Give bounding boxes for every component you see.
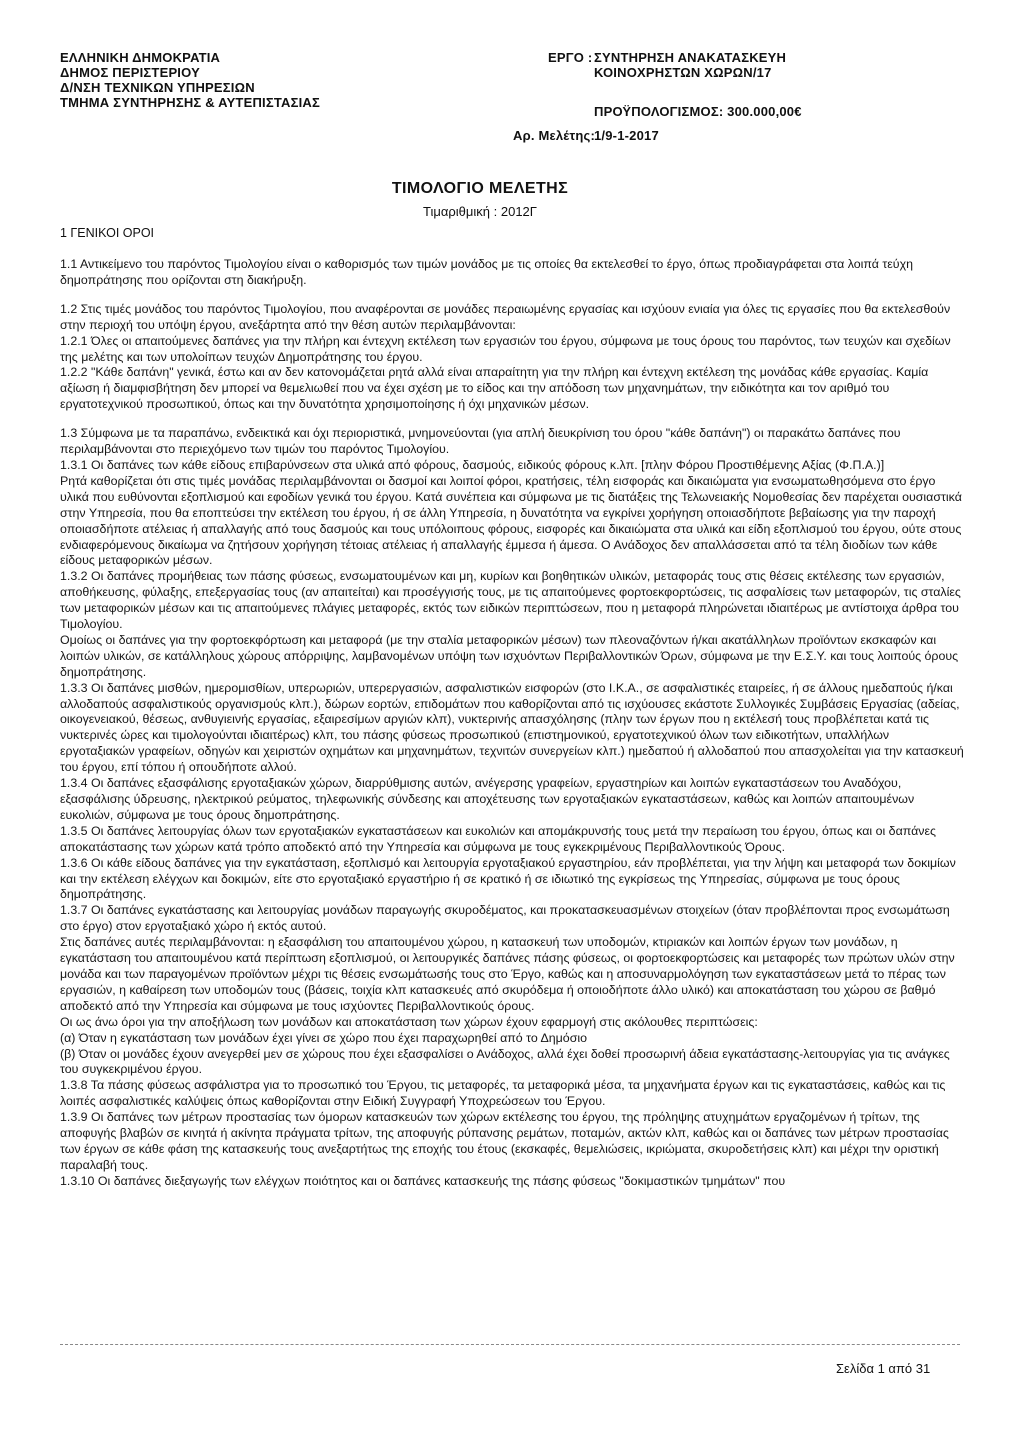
paragraph-spacer	[60, 289, 965, 302]
paragraph-case-a: (α) Όταν η εγκατάσταση των μονάδων έχει γίνει σε χώρο που έχει παραχωρηθεί από το Δημόσιο	[60, 1030, 587, 1045]
paragraph-1-3-2: 1.3.2 Οι δαπάνες προμήθειας των πάσης φύσεως, ενσωματουμένων και μη, κυρίων και βοηθητικών υλικών, μεταφοράς τους στις θέσεις εκτέλεσης των εργασιών, αποθήκευσης, φύλαξης, επεξεργασίας τους (αν απαιτείται) και προσέγγισής τους, με τις απαιτούμενες φορτοεκφορτώσεις, τις ασφαλίσεις των μεταφορών, τις σταλίες των μεταφορικών μέσων και τις απαιτούμενες πλάγιες μεταφορές, εκτός των ειδικών περιπτώσεων, που η μεταφορά πληρώνεται ιδιαιτέρως με αντίστοιχα άρθρα του Τιμολογίου.	[60, 569, 961, 632]
paragraph-1-3-9: 1.3.9 Οι δαπάνες των μέτρων προστασίας των όμορων κατασκευών των χώρων εκτέλεσης του έργου, της πρόληψης ατυχημάτων εργαζομένων ή τρίτων, της αποφυγής βλαβών σε κινητά ή ακίνητα πράγματα τρίτων, της αποφυγής ρύπανσης ρεμάτων, ποταμών, ακτών κλπ, καθώς και οι δαπάνες των μέτρων προστασίας των έργων σε κάθε φάση της κατασκευής τους ανεξαρτήτως της εποχής του έτους (εκσκαφές, θεμελιώσεις, ικριώματα, σκυροδετήσεις κλπ) και μέχρι την οριστική παραλαβή τους.	[60, 1110, 949, 1172]
paragraph-1-3-2-cont: Ομοίως οι δαπάνες για την φορτοεκφόρτωση και μεταφορά (με την σταλία μεταφορικών μέσων) των πλεοναζόντων ή/και ακατάλληλων προϊόντων εκσκαφών και λοιπών υλικών, σε κατάλληλους χώρους απόρριψης, λαμβανομένων υπόψη των ισχυόντων Περιβαλλοντικών Όρων, σύμφωνα με την Ε.Σ.Υ. και τους λοιπούς όρους δημοπράτησης.	[60, 632, 959, 679]
paragraph-1-3-4: 1.3.4 Οι δαπάνες εξασφάλισης εργοταξιακών χώρων, διαρρύθμισης αυτών, ανέγερσης γραφείων, εργαστηρίων και λοιπών εγκαταστάσεων του Αναδόχου, εξασφάλισης ύδρευσης, ηλεκτρικού ρεύματος, τηλεφωνικής σύνδεσης και αποχέτευσης των εργοταξιακών εγκαταστάσεων, καθώς και λοιπών απαιτουμένων ευκολιών, σύμφωνα με τους όρους δημοπράτησης.	[60, 776, 915, 822]
paragraph-1-2-1: 1.2.1 Όλες οι απαιτούμενες δαπάνες για την πλήρη και έντεχνη εκτέλεση των εργασιών του έργου, σύμφωνα με τους όρους του παρόντος, των τευχών και σχεδίων της μελέτης και των υπολοίπων τευχών Δημοπράτησης του έργου.	[60, 333, 951, 364]
paragraph-1-2-2: 1.2.2 "Κάθε δαπάνη" γενικά, έστω και αν δεν κατονομάζεται ρητά αλλά είναι απαραίτητη για την πλήρη και έντεχνη εκτέλεση της μονάδας κάθε εργασίας. Καμία αξίωση ή διαμφισβήτηση δεν μπορεί να θεμελιωθεί που να έχει σχέση με το είδος και την απόδοση των μηχανημάτων, την ειδικότητα και τον αριθμό του εργατοτεχνικού προσωπικού, όπως και την δυνατότητα χρησιμοποίησης ή όχι μηχανικών μέσων.	[60, 365, 929, 412]
paragraph-1-3-8: 1.3.8 Τα πάσης φύσεως ασφάλιστρα για το προσωπικό του Έργου, τις μεταφορές, τα μεταφορικά μέσα, τα μηχανήματα έργων και τις εγκαταστάσεις, καθώς και τις λοιπές ασφαλιστικές καλύψεις όπως καθορίζονται στην Ειδική Συγγραφή Υποχρεώσεων του Έργου.	[60, 1078, 946, 1109]
header-line-municipality: ΔΗΜΟΣ ΠΕΡΙΣΤΕΡΙΟΥ	[60, 65, 200, 80]
project-label: ΕΡΓΟ :	[548, 50, 593, 65]
paragraph-1-1: 1.1 Αντικείμενο του παρόντος Τιμολογίου είναι ο καθορισμός των τιμών μονάδος με τις οποίες θα εκτελεσθεί το έργο, όπως προδιαγράφεται στα λοιπά τεύχη δημοπράτησης που ορίζονται στη διακήρυξη.	[60, 257, 913, 287]
paragraph-spacer	[60, 413, 965, 426]
header-line-directorate: Δ/ΝΣΗ ΤΕΧΝΙΚΩΝ ΥΠΗΡΕΣΙΩΝ	[60, 80, 255, 95]
paragraph-1-3-5: 1.3.5 Οι δαπάνες λειτουργίας όλων των εργοταξιακών εγκαταστάσεων και ευκολιών και απομάκρυνσής τους μετά την περαίωση του έργου, όπως και οι δαπάνες αποκατάστασης των χώρων κατά τρόπο αποδεκτό από την Υπηρεσία και σύμφωνα με τους εγκεκριμένους Περιβαλλοντικούς Όρους.	[60, 823, 936, 854]
header-line-department: ΤΜΗΜΑ ΣΥΝΤΗΡΗΣΗΣ & ΑΥΤΕΠΙΣΤΑΣΙΑΣ	[60, 95, 321, 110]
paragraph-1-3-7: 1.3.7 Οι δαπάνες εγκατάστασης και λειτουργίας μονάδων παραγωγής σκυροδέματος, και προκατασκευασμένων στοιχείων (όταν προβλέπονται προς ενσωμάτωση στο έργο) στον εργοταξιακό χώρο ή εκτός αυτού.	[60, 903, 950, 934]
paragraph-1-3: 1.3 Σύμφωνα με τα παραπάνω, ενδεικτικά και όχι περιοριστικά, μνημονεύονται (για απλή διευκρίνιση του όρου "κάθε δαπάνη") οι παρακάτω δαπάνες που περιλαμβάνονται στο περιεχόμενο των τιμών του παρόντος Τιμολογίου.	[60, 426, 901, 457]
paragraph-1-2: 1.2 Στις τιμές μονάδος του παρόντος Τιμολογίου, που αναφέρονται σε μονάδες περαιωμένης εργασίας και ισχύουν ενιαία για όλες τις εργασίες που θα εκτελεσθούν στην περιοχή του υπόψη έργου, ανεξάρτητα από την θέση αυτών περιλαμβάνονται:	[60, 301, 951, 332]
project-title-line1: ΣΥΝΤΗΡΗΣΗ ΑΝΑΚΑΤΑΣΚΕΥΗ	[594, 50, 787, 65]
paragraph-case-b: (β) Όταν οι μονάδες έχουν ανεγερθεί μεν σε χώρους που έχει εξασφαλίσει ο Ανάδοχος, αλλά έχει δοθεί προσωρινή άδεια εγκατάστασης-λειτουργίας για τις ανάγκες του συγκεκριμένου έργου.	[60, 1046, 950, 1077]
paragraph-1-3-6: 1.3.6 Οι κάθε είδους δαπάνες για την εγκατάσταση, εξοπλισμό και λειτουργία εργοταξιακού εργαστηρίου, εάν προβλέπεται, για την λήψη και μεταφορά των δοκιμίων και την εκτέλεση ελέγχων και δοκιμών, είτε στο εργοταξιακό εργαστήριο ή σε κρατικό ή σε ιδιωτικό της εγκρίσεως της Υπηρεσίας, σύμφωνα με τους όρους δημοπράτησης.	[60, 855, 956, 902]
paragraph-1-3-1: 1.3.1 Οι δαπάνες των κάθε είδους επιβαρύνσεων στα υλικά από φόρους, δασμούς, ειδικούς φόρους κ.λπ. [πλην Φόρου Προστιθέμενης Αξίας (Φ.Π.Α.)]	[60, 457, 885, 472]
study-number-label: Αρ. Μελέτης:	[513, 128, 595, 143]
paragraph-1-3-10: 1.3.10 Οι δαπάνες διεξαγωγής των ελέγχων ποιότητος και οι δαπάνες κατασκευής της πάσης φύσεως "δοκιμαστικών τμημάτων" που	[60, 1173, 786, 1188]
document-body	[60, 257, 965, 1190]
paragraph-1-3-7-cont: Στις δαπάνες αυτές περιλαμβάνονται: η εξασφάλιση του απαιτουμένου χώρου, η κατασκευή των υποδομών, κτιριακών και λοιπών έργων των μονάδων, η εγκατάσταση του απαιτουμένου κατά περίπτωση εξοπλισμού, οι λειτουργικές δαπάνες πάσης φύσεως, οι φορτοεκφορτώσεις και μεταφορές των πρώτων υλών στην μονάδα και των παραγομένων προϊόντων μέχρι τις θέσεις ενσωμάτωσής τους στο Έργο, καθώς και η αποσυναρμολόγηση των εγκαταστάσεων μετά το πέρας των εργασιών, η καθαίρεση των υποδομών τους (βάσεις, τοιχία κλπ κατασκευές από σκυρόδεμα ή οποιοδήποτε άλλο υλικό) και αποκατάσταση του χώρου σε βαθμό αποδεκτό από την Υπηρεσία και σύμφωνα με τους ισχύοντες Περιβαλλοντικούς όρους.	[60, 935, 955, 1013]
paragraph-1-3-3: 1.3.3 Οι δαπάνες μισθών, ημερομισθίων, υπερωριών, υπερεργασιών, ασφαλιστικών εισφορών (στο Ι.Κ.Α., σε ασφαλιστικές εταιρείες, ή σε άλλους ημεδαπούς ή/και αλλοδαπούς ασφαλιστικούς οργανισμούς κλπ.), δώρων εορτών, επιδομάτων που καθορίζονται από τις ισχύουσες εκάστοτε Συλλογικές Συμβάσεις Εργασίας (αδείας, οικογενειακού, θέσεως, ανθυγιεινής εργασίας, εξαιρεσίμων αργιών κλπ), νυκτερινής απασχόλησης (πλην των έργων που η εκτέλεσή τους προβλέπεται κατά τις νυκτερινές ώρες και τιμολογούνται ιδιαιτέρως) κλπ, του πάσης φύσεως προσωπικού (επιστημονικού, εργατοτεχνικού όλων των ειδικοτήτων, υπαλλήλων εργοταξιακών γραφείων, οδηγών και χειριστών οχημάτων και μηχανημάτων, τεχνιτών συνεργείων κλπ.) ημεδαπού ή αλλοδαπού που απασχολείται για την κατασκευή του έργου, επί τόπου ή οπουδήποτε αλλού.	[60, 680, 964, 775]
study-number: 1/9-1-2017	[594, 128, 659, 143]
section-heading: 1 ΓΕΝΙΚΟΙ ΟΡΟΙ	[60, 226, 155, 240]
document-subtitle: Τιμαριθμική : 2012Γ	[423, 204, 537, 219]
paragraph-1-3-1-cont: Ρητά καθορίζεται ότι στις τιμές μονάδας περιλαμβάνονται οι δασμοί και λοιποί φόροι, κρατήσεις, τέλη εισφοράς και δικαιώματα για ενσωματωθησόμενα στο έργο υλικά που ευθύνονται εξοπλισμού και εφοδίων γενικά του έργου. Κατά συνέπεια και σύμφωνα με τις διατάξεις της Τελωνειακής Νομοθεσίας δεν παρέχεται ουσιαστικά στην Υπηρεσία, που θα εποπτεύσει την εκτέλεση του έργου, ή σε άλλη Υπηρεσία, η δυνατότητα να εγκρίνει χορήγηση οποιασδήποτε βεβαίωσης για την παροχή οποιασδήποτε ατέλειας ή απαλλαγής από τους δασμούς και τους υπόλοιπους φόρους, εισφορές και δικαιώματα στα υλικά και είδη εξοπλισμού του έργου, ούτε στους ενδιαφερόμενους δικαίωμα να ζητήσουν χορήγηση τέτοιας ατέλειας ή απαλλαγής έμμεσα ή άμεσα. Ο Ανάδοχος δεν απαλλάσσεται από τα τέλη διοδίων των κάθε είδους μεταφορικών μέσων.	[60, 473, 962, 568]
document-title: ΤΙΜΟΛΟΓΙΟ ΜΕΛΕΤΗΣ	[391, 180, 569, 197]
project-title	[594, 50, 786, 80]
paragraph-1-3-7-cases: Οι ως άνω όροι για την αποξήλωση των μονάδων και αποκατάσταση των χώρων έχουν εφαρμογή στις ακόλουθες περιπτώσεις:	[60, 1014, 758, 1029]
budget: ΠΡΟΫΠΟΛΟΓΙΣΜΟΣ: 300.000,00€	[594, 104, 802, 119]
page-number: Σελίδα 1 από 31	[836, 1361, 931, 1376]
header-line-country: ΕΛΛΗΝΙΚΗ ΔΗΜΟΚΡΑΤΙΑ	[60, 50, 221, 65]
footer-divider	[60, 1344, 960, 1345]
project-title-line2: ΚΟΙΝΟΧΡΗΣΤΩΝ ΧΩΡΩΝ/17	[594, 65, 772, 80]
header-authority-block	[60, 50, 320, 110]
